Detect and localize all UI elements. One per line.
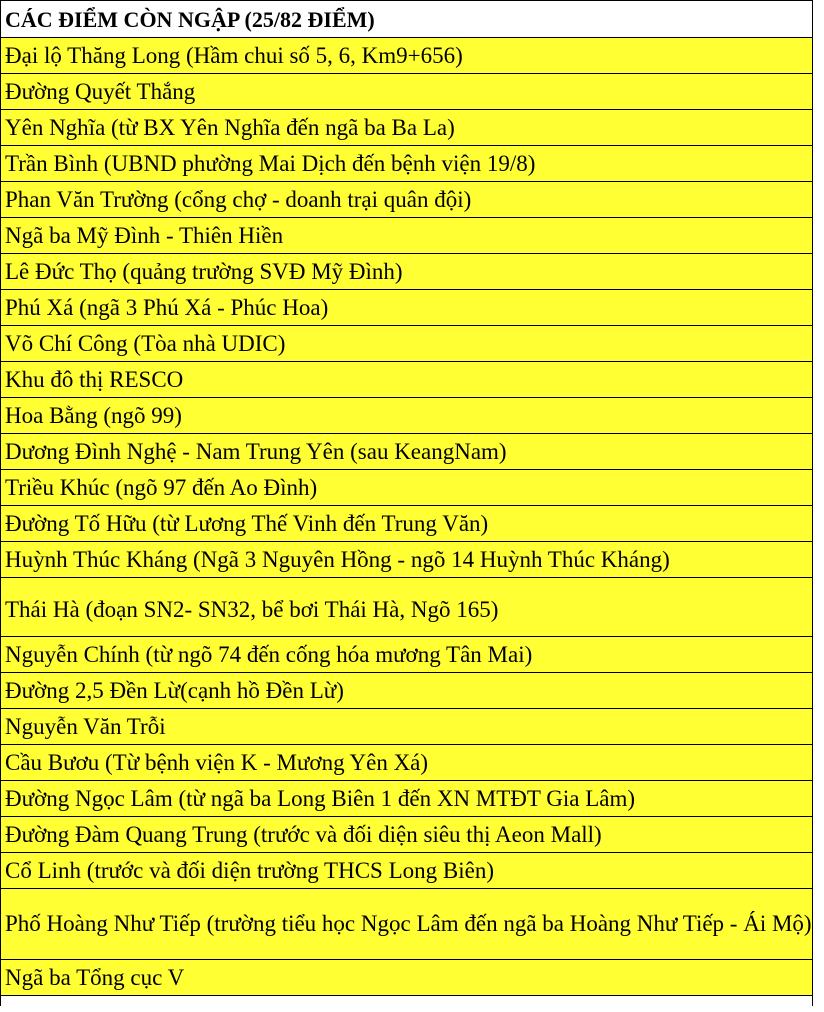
table-cell-empty: [1, 996, 813, 1007]
side-filler: [813, 506, 823, 542]
side-filler: [813, 1, 823, 38]
table-row: [1, 542, 823, 578]
table-row: [1, 362, 823, 398]
side-filler: [813, 709, 823, 745]
side-filler: [813, 362, 823, 398]
table-cell[interactable]: Khu đô thị RESCO: [1, 362, 813, 398]
table-cell[interactable]: Triều Khúc (ngõ 97 đến Ao Đình): [1, 470, 813, 506]
side-filler: [813, 960, 823, 996]
table-row: [1, 38, 823, 74]
side-filler: [813, 853, 823, 889]
side-filler: [813, 542, 823, 578]
table-cell[interactable]: Phú Xá (ngã 3 Phú Xá - Phúc Hoa): [1, 290, 813, 326]
table-row: [1, 434, 823, 470]
table-cell[interactable]: Lê Đức Thọ (quảng trường SVĐ Mỹ Đình): [1, 254, 813, 290]
table-row: [1, 146, 823, 182]
side-filler: [813, 578, 823, 637]
table-cell[interactable]: Hoa Bằng (ngõ 99): [1, 398, 813, 434]
table-row: [1, 637, 823, 673]
table-row: [1, 709, 823, 745]
table-cell[interactable]: Phố Hoàng Như Tiếp (trường tiểu học Ngọc Lâm đến ngã ba Hoàng Như Tiếp - Ái Mộ): [1, 889, 813, 960]
table-row: [1, 817, 823, 853]
side-filler: [813, 110, 823, 146]
table-cell[interactable]: Đường Đàm Quang Trung (trước và đối diện siêu thị Aeon Mall): [1, 817, 813, 853]
table-row: [1, 745, 823, 781]
table-cell[interactable]: Yên Nghĩa (từ BX Yên Nghĩa đến ngã ba Ba La): [1, 110, 813, 146]
side-filler: [813, 889, 823, 960]
side-filler: [813, 38, 823, 74]
table-row: [1, 853, 823, 889]
table-row: [1, 74, 823, 110]
table-row: [1, 254, 823, 290]
table-cell[interactable]: Phan Văn Trường (cổng chợ - doanh trại quân đội): [1, 182, 813, 218]
table-cell[interactable]: Ngã ba Tổng cục V: [1, 960, 813, 996]
table-cell[interactable]: Ngã ba Mỹ Đình - Thiên Hiền: [1, 218, 813, 254]
table-row: [1, 470, 823, 506]
table-cell[interactable]: Đại lộ Thăng Long (Hầm chui số 5, 6, Km9+656): [1, 38, 813, 74]
table-row: [1, 889, 823, 960]
table-cell[interactable]: Trần Bình (UBND phường Mai Dịch đến bệnh viện 19/8): [1, 146, 813, 182]
table-row: [1, 326, 823, 362]
side-filler: [813, 398, 823, 434]
table-cell[interactable]: Võ Chí Công (Tòa nhà UDIC): [1, 326, 813, 362]
table-cell[interactable]: Nguyễn Văn Trỗi: [1, 709, 813, 745]
table-row: [1, 578, 823, 637]
table-cell[interactable]: Cổ Linh (trước và đối diện trường THCS Long Biên): [1, 853, 813, 889]
side-filler: [813, 182, 823, 218]
table-cell[interactable]: Thái Hà (đoạn SN2- SN32, bể bơi Thái Hà, Ngõ 165): [1, 578, 813, 637]
side-filler: [813, 637, 823, 673]
side-filler: [813, 673, 823, 709]
table-row: [1, 110, 823, 146]
table-row: [1, 960, 823, 996]
side-filler: [813, 996, 823, 1007]
table-cell[interactable]: Nguyễn Chính (từ ngõ 74 đến cống hóa mương Tân Mai): [1, 637, 813, 673]
side-filler: [813, 74, 823, 110]
side-filler: [813, 745, 823, 781]
table-header-row: [1, 1, 823, 38]
table-row: [1, 781, 823, 817]
table-header-cell[interactable]: CÁC ĐIỂM CÒN NGẬP (25/82 ĐIỂM): [1, 1, 813, 38]
table-cell[interactable]: Đường Ngọc Lâm (từ ngã ba Long Biên 1 đến XN MTĐT Gia Lâm): [1, 781, 813, 817]
table-cell[interactable]: Dương Đình Nghệ - Nam Trung Yên (sau KeangNam): [1, 434, 813, 470]
side-filler: [813, 434, 823, 470]
table-cell[interactable]: Đường Quyết Thắng: [1, 74, 813, 110]
side-filler: [813, 218, 823, 254]
table-cell[interactable]: Đường 2,5 Đền Lừ(cạnh hồ Đền Lừ): [1, 673, 813, 709]
side-filler: [813, 817, 823, 853]
table-row-cut-off: [1, 996, 823, 1007]
table-row: [1, 182, 823, 218]
table-cell[interactable]: Huỳnh Thúc Kháng (Ngã 3 Nguyên Hồng - ngõ 14 Huỳnh Thúc Kháng): [1, 542, 813, 578]
table-row: [1, 218, 823, 254]
table-row: [1, 398, 823, 434]
side-filler: [813, 290, 823, 326]
side-filler: [813, 254, 823, 290]
table-cell[interactable]: Cầu Bươu (Từ bệnh viện K - Mương Yên Xá): [1, 745, 813, 781]
table-row: [1, 673, 823, 709]
table-row: [1, 506, 823, 542]
table-cell[interactable]: Đường Tố Hữu (từ Lương Thế Vinh đến Trung Văn): [1, 506, 813, 542]
side-filler: [813, 470, 823, 506]
side-filler: [813, 781, 823, 817]
side-filler: [813, 326, 823, 362]
side-filler: [813, 146, 823, 182]
table-row: [1, 290, 823, 326]
